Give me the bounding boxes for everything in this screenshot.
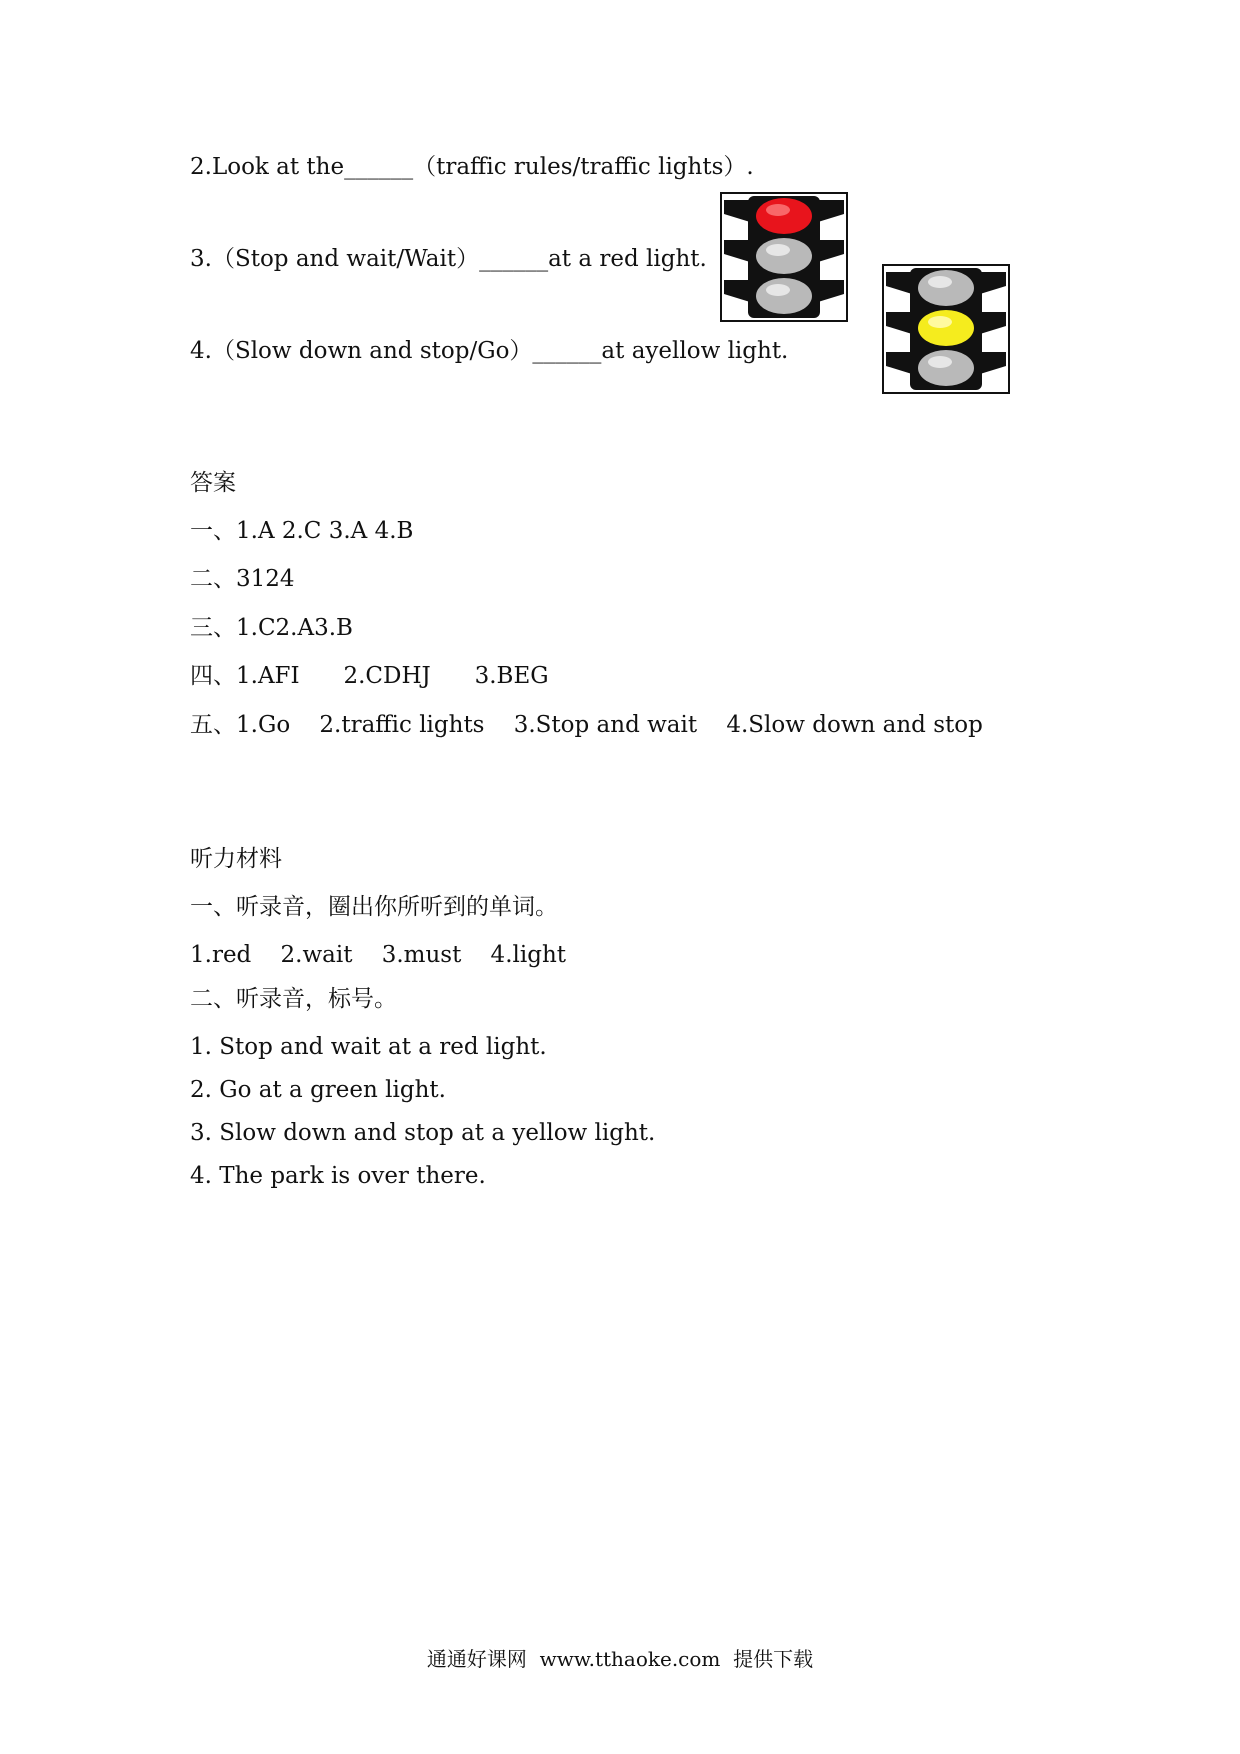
listening-section-1-title: 一、听录音，圈出你所听到的单词。 xyxy=(190,894,558,920)
answer-line-1: 一、1.A 2.C 3.A 4.B xyxy=(190,518,414,544)
listening-heading: 听力材料 xyxy=(190,846,282,872)
question-4: 4.（Slow down and stop/Go）______at ayellow light. xyxy=(190,338,789,364)
listening-section-1-words: 1.red 2.wait 3.must 4.light xyxy=(190,942,566,968)
answer-line-5: 五、1.Go 2.traffic lights 3.Stop and wait 4.Slow down and stop xyxy=(190,712,983,738)
listening-sentence-2: 2. Go at a green light. xyxy=(190,1077,446,1103)
answer-line-4: 四、1.AFI 2.CDHJ 3.BEG xyxy=(190,663,549,689)
answer-line-2: 二、3124 xyxy=(190,566,295,592)
listening-sentence-3: 3. Slow down and stop at a yellow light. xyxy=(190,1120,656,1146)
question-2: 2.Look at the______（traffic rules/traffic lights）. xyxy=(190,154,754,180)
traffic-light-yellow-icon xyxy=(882,264,1010,394)
traffic-light-red-icon xyxy=(720,192,848,322)
listening-sentence-4: 4. The park is over there. xyxy=(190,1163,486,1189)
answer-line-3: 三、1.C2.A3.B xyxy=(190,615,353,641)
question-3: 3.（Stop and wait/Wait）______at a red light. xyxy=(190,246,707,272)
listening-section-2-title: 二、听录音，标号。 xyxy=(190,986,397,1012)
page-footer: 通通好课网 www.tthaoke.com 提供下载 xyxy=(426,1647,814,1671)
listening-sentence-1: 1. Stop and wait at a red light. xyxy=(190,1034,547,1060)
answers-heading: 答案 xyxy=(190,470,236,496)
